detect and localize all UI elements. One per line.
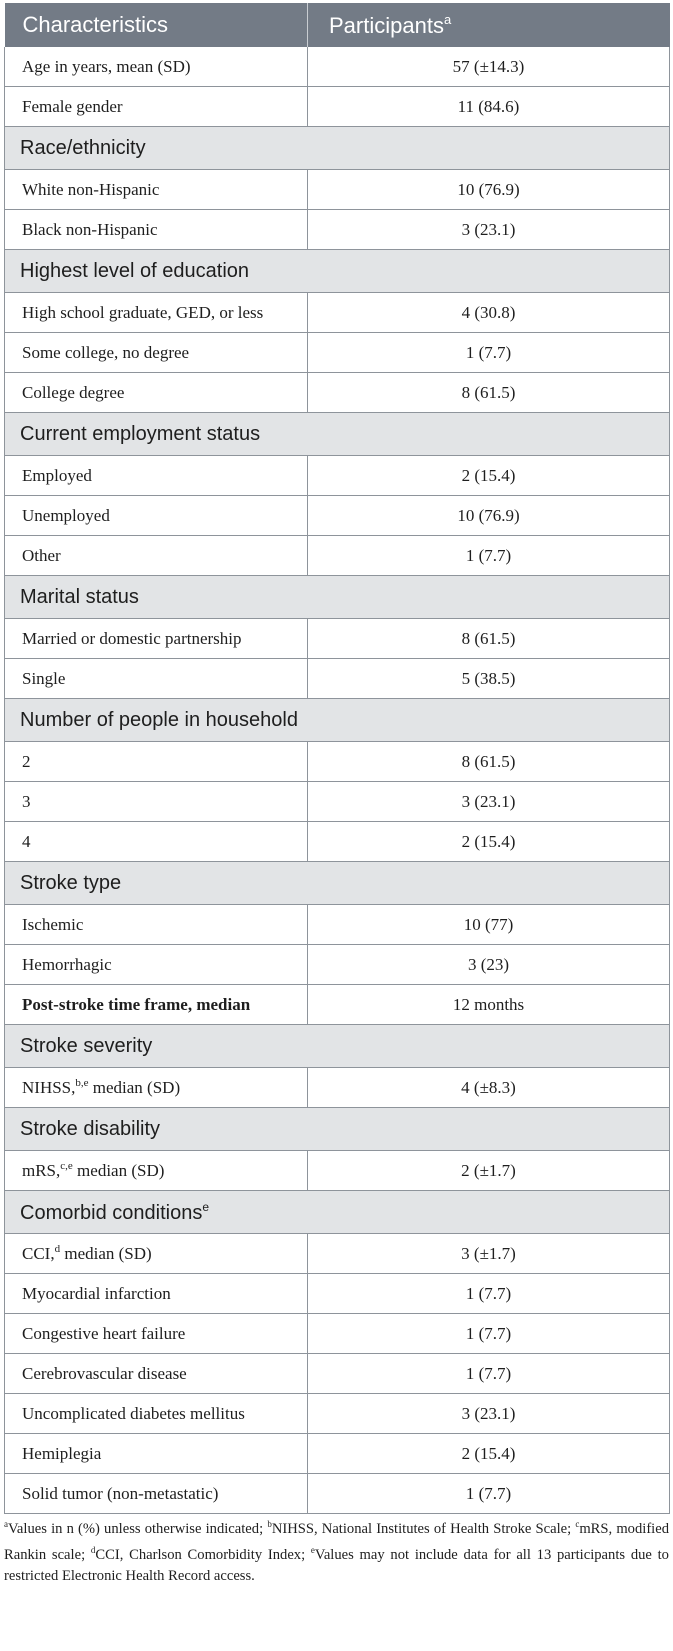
table-row [5, 293, 670, 333]
footnote-sup: c [575, 1519, 580, 1529]
row-label-text: median (SD) [72, 1161, 165, 1180]
row-value: 2 (15.4) [308, 1434, 670, 1474]
section-header-row [5, 862, 670, 905]
section-header-row [5, 127, 670, 170]
table-row [5, 496, 670, 536]
row-label: Unemployed [5, 496, 308, 536]
footnote-text: Values in n (%) unless otherwise indicated; [8, 1521, 268, 1537]
table-row [5, 456, 670, 496]
footnote-text: NIHSS, National Institutes of Health Stroke Scale; [271, 1521, 576, 1537]
footnote-sup: e [310, 1545, 315, 1555]
row-label: Age in years, mean (SD) [5, 47, 308, 87]
table-row [5, 822, 670, 862]
section-header-row [5, 576, 670, 619]
section-title: Highest level of education [5, 250, 670, 293]
row-label: Married or domestic partnership [5, 619, 308, 659]
footnote-sup: d [90, 1545, 96, 1555]
row-label: Hemiplegia [5, 1434, 308, 1474]
section-header-row [5, 250, 670, 293]
row-value: 2 (15.4) [308, 456, 670, 496]
table-row [5, 905, 670, 945]
row-value: 2 (±1.7) [308, 1151, 670, 1191]
footnote-text: CCI, Charlson Comorbidity Index; [95, 1547, 311, 1563]
header-participants-label: Participants [329, 12, 444, 38]
row-label: Some college, no degree [5, 333, 308, 373]
table-header-row [5, 3, 670, 47]
row-value: 1 (7.7) [308, 1274, 670, 1314]
header-participants-sup: a [443, 11, 452, 27]
table-row [5, 87, 670, 127]
table-row [5, 1068, 670, 1108]
section-title: Current employment status [5, 413, 670, 456]
footnote-text: Values may not include data for all 13 participants due to restricted Electronic Health Record access. [4, 1547, 669, 1584]
table-row [5, 1434, 670, 1474]
table-row [5, 536, 670, 576]
table-row [5, 659, 670, 699]
row-value: 3 (23) [308, 945, 670, 985]
row-value: 57 (±14.3) [308, 47, 670, 87]
row-label-sup: c,e [60, 1160, 73, 1172]
row-label-text: median (SD) [88, 1078, 181, 1097]
header-participants [308, 3, 670, 47]
row-label-text: median (SD) [60, 1244, 152, 1263]
row-label: Post-stroke time frame, median [5, 985, 308, 1025]
row-value: 3 (23.1) [308, 782, 670, 822]
section-header-row [5, 1108, 670, 1151]
row-label [5, 1234, 308, 1274]
section-title: Stroke severity [5, 1025, 670, 1068]
row-value: 10 (76.9) [308, 496, 670, 536]
section-title: Number of people in household [5, 699, 670, 742]
row-value: 1 (7.7) [308, 1314, 670, 1354]
section-title: Marital status [5, 576, 670, 619]
table-row [5, 619, 670, 659]
row-value: 8 (61.5) [308, 742, 670, 782]
row-label-text: mRS, [22, 1161, 61, 1180]
row-label: Solid tumor (non-metastatic) [5, 1474, 308, 1514]
row-value: 5 (38.5) [308, 659, 670, 699]
row-label: Other [5, 536, 308, 576]
row-label: Black non-Hispanic [5, 210, 308, 250]
header-characteristics: Characteristics [5, 3, 308, 47]
footnote-text: mRS, modified Rankin scale; [4, 1521, 670, 1563]
footnote-sup: b [267, 1519, 272, 1529]
row-label: 3 [5, 782, 308, 822]
section-title: Stroke disability [5, 1108, 670, 1151]
section-title-text: Comorbid conditions [20, 1201, 203, 1224]
table-row [5, 47, 670, 87]
section-title-sup: e [202, 1199, 210, 1214]
row-label-text: CCI, [22, 1244, 55, 1263]
row-label: White non-Hispanic [5, 170, 308, 210]
table-row [5, 1234, 670, 1274]
row-value: 1 (7.7) [308, 333, 670, 373]
table-row [5, 170, 670, 210]
table-row [5, 1314, 670, 1354]
table-row [5, 210, 670, 250]
row-label-sup: b,e [75, 1077, 89, 1089]
table-footnote [4, 1514, 669, 1587]
table-row [5, 373, 670, 413]
row-label: Ischemic [5, 905, 308, 945]
row-label: Myocardial infarction [5, 1274, 308, 1314]
characteristics-table [4, 3, 670, 1514]
row-value: 3 (23.1) [308, 210, 670, 250]
row-label: Uncomplicated diabetes mellitus [5, 1394, 308, 1434]
footnote-sup: a [4, 1519, 8, 1529]
row-label-text: NIHSS, [22, 1078, 76, 1097]
section-header-row [5, 413, 670, 456]
row-value: 4 (30.8) [308, 293, 670, 333]
row-value: 10 (77) [308, 905, 670, 945]
row-label [5, 1068, 308, 1108]
row-label: Cerebrovascular disease [5, 1354, 308, 1394]
row-value: 11 (84.6) [308, 87, 670, 127]
table-row [5, 985, 670, 1025]
row-label: Hemorrhagic [5, 945, 308, 985]
row-value: 3 (±1.7) [308, 1234, 670, 1274]
section-title: Stroke type [5, 862, 670, 905]
row-value: 4 (±8.3) [308, 1068, 670, 1108]
table-row [5, 1274, 670, 1314]
row-value: 12 months [308, 985, 670, 1025]
table-row [5, 1474, 670, 1514]
table-row [5, 1354, 670, 1394]
row-label-sup: d [54, 1243, 61, 1255]
row-label: Congestive heart failure [5, 1314, 308, 1354]
table-row [5, 742, 670, 782]
row-label: 4 [5, 822, 308, 862]
row-value: 1 (7.7) [308, 1354, 670, 1394]
table-row [5, 333, 670, 373]
row-label: 2 [5, 742, 308, 782]
row-value: 8 (61.5) [308, 373, 670, 413]
row-label: Female gender [5, 87, 308, 127]
row-value: 8 (61.5) [308, 619, 670, 659]
section-title: Race/ethnicity [5, 127, 670, 170]
row-label: Employed [5, 456, 308, 496]
row-value: 3 (23.1) [308, 1394, 670, 1434]
row-label [5, 1151, 308, 1191]
row-value: 2 (15.4) [308, 822, 670, 862]
section-title [5, 1191, 670, 1234]
table-row [5, 945, 670, 985]
table-row [5, 1151, 670, 1191]
row-label: Single [5, 659, 308, 699]
section-header-row [5, 1191, 670, 1234]
section-header-row [5, 1025, 670, 1068]
table-row [5, 782, 670, 822]
row-value: 10 (76.9) [308, 170, 670, 210]
row-label: High school graduate, GED, or less [5, 293, 308, 333]
table-row [5, 1394, 670, 1434]
row-value: 1 (7.7) [308, 1474, 670, 1514]
characteristics-table-wrapper [4, 3, 669, 1514]
row-label: College degree [5, 373, 308, 413]
section-header-row [5, 699, 670, 742]
row-value: 1 (7.7) [308, 536, 670, 576]
